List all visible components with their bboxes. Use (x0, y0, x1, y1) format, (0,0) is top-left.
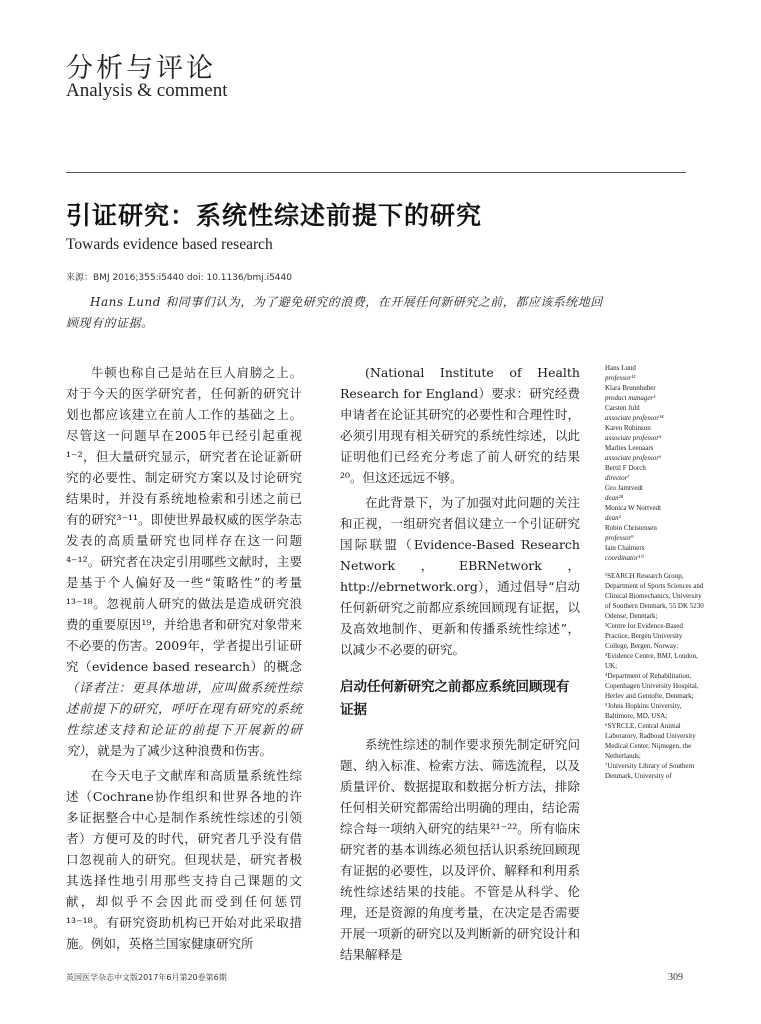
author (605, 463, 705, 483)
footer-journal: 英国医学杂志中文版2017年6月第20卷第6期 (66, 973, 227, 982)
author-name: Gro Jamtvedt (605, 484, 643, 492)
author-role: associate professor⁵ (605, 434, 662, 442)
standfirst (66, 292, 606, 334)
article-title-cn: 引证研究：系统性综述前提下的研究 (66, 201, 483, 230)
paragraph: (National Institute of Health Research for England）要求：研究经费申请者在论证其研究的必要性和合理性时，必须引用现有相关研究的系统性综述，以此证明他们已经充分考虑了前人研究的结果²⁰。但这还远远不够。 (340, 365, 580, 485)
article-title-en: Towards evidence based research (66, 236, 273, 253)
author (605, 403, 705, 423)
affiliation: ²Centre for Evidence-Based Practice, Bergen University College, Bergen, Norway; (605, 622, 683, 650)
author-name: Carsten Juhl (605, 404, 640, 412)
standfirst-text: Hans Lund 和同事们认为，为了避免研究的浪费，在开展任何新研究之前，都应该系统地回顾现有的证据。 (66, 295, 603, 330)
author-role: associate professor⁶ (605, 454, 662, 462)
affiliation: ⁷University Library of Southern Denmark, University of (605, 762, 695, 780)
author-name: Klara Brunnhuber (605, 384, 656, 392)
author (605, 423, 705, 443)
author-role: director⁷ (605, 474, 630, 482)
author-role: professor¹² (605, 374, 636, 382)
paragraph-text: 牛顿也称自己是站在巨人肩膀之上。对于今天的医学研究者，任何新的研究计划也都应该建立在前人工作的基础之上。尽管这一问题早在2005年已经引起重视¹⁻²，但大量研究显示，研究者在论证新研究的必要性、制定研究方案以及讨论研究结果时，并没有系统地检索和引述之前已有的研究³⁻¹¹。即使世界最权威的医学杂志发表的高质量研究也同样存在这一问题⁴⁻¹²。研究者在决定引用哪些文献时，主要是基于个人偏好及一些“策略性”的考量¹³⁻¹⁸。忽视前人研究的做法是造成研究浪费的重要原因¹⁹，并给患者和研究对象带来不必要的伤害。2009年，学者提出引证研究（evidence based research）的概念 (66, 365, 302, 674)
page-number: 309 (668, 972, 683, 983)
author-role: product manager³ (605, 394, 656, 402)
paragraph: 系统性综述的制作要求预先制定研究问题、纳入标准、检索方法、筛选流程，以及质量评价、数据提取和数据分析方法，排除任何相关研究都需给出明确的理由，结论需综合每一项纳入研究的结果²¹⁻²²。所有临床研究者的基本训练必须包括认识系统回顾现有证据的必要性，以及评价、解释和利用系统性综述结果的技能。不管是从科学、伦理，还是资源的角度考量，在决定是否需要开展一项新的研究以及判断新的研究设计和结果解释是 (340, 737, 580, 962)
author-name: Bertil F Dorch (605, 464, 646, 472)
author-list (605, 363, 705, 563)
author-sidebar (605, 363, 705, 781)
author-role: dean²⁸ (605, 494, 624, 502)
author-name: Iain Chalmers (605, 544, 645, 552)
paragraph: 在今天电子文献库和高质量系统性综述（Cochrane协作组织和世界各地的许多证据整合中心是制作系统性综述的引领者）方便可及的时代，研究者几乎没有借口忽视前人的研究。但现状是，研究者极其选择性地引用那些支持自己课题的文献，却似乎不会因此而受到任何惩罚¹³⁻¹⁸。有研究资助机构已开始对此采取措施。例如，英格兰国家健康研究所 (66, 768, 302, 951)
affiliation-list (605, 571, 705, 781)
affiliation: ⁵Johns Hopkins University, Baltimore, MD, USA; (605, 702, 682, 720)
affiliation: ¹SEARCH Research Group, Department of Sports Sciences and Clinical Biomechanics, University of Southern Denmark, 55 DK 5230 Odense, Denmark; (605, 572, 704, 620)
body-column-2 (340, 362, 580, 969)
author-role: coordinator¹⁰ (605, 554, 644, 562)
author-role: associate professor¹⁴ (605, 414, 664, 422)
subheading: 启动任何新研究之前都应系统回顾现有证据 (340, 679, 570, 718)
author (605, 483, 705, 503)
affiliation: ³Evidence Centre, BMJ, London, UK; (605, 652, 698, 670)
author-role: dean² (605, 514, 621, 522)
author (605, 523, 705, 543)
paragraph: 在此背景下，为了加强对此问题的关注和正视，一组研究者倡议建立一个引证研究国际联盟（Evidence-Based Research Network，EBRNetwork，http://ebrnetwork.org），通过倡导“启动任何新研究之前都应系统回顾现有证据，以及高效地制作、更新和传播系统性综述”，以减少不必要的研究。 (340, 495, 580, 657)
body-column-1 (66, 362, 302, 958)
paragraph (66, 362, 302, 761)
author (605, 503, 705, 523)
translator-note: （译者注：更具体地讲，应叫做系统性综述前提下的研究，呼吁在现有研究的系统性综述支持和论证的前提下开展新的研究） (66, 680, 302, 758)
author-name: Monica W Nortvedt (605, 504, 662, 512)
author-name: Hans Lund (605, 364, 636, 372)
section-title-cn: 分析与评论 (66, 53, 216, 84)
article-source: 来源：BMJ 2016;355:i5440 doi: 10.1136/bmj.i5440 (66, 273, 292, 283)
affiliation: ⁴Department of Rehabilitation, Copenhagen University Hospital, Herlev and Gentofte, Denmark; (605, 672, 699, 700)
author (605, 383, 705, 403)
section-title-en: Analysis & comment (66, 80, 228, 101)
author (605, 443, 705, 463)
author-name: Robin Christensen (605, 524, 657, 532)
author-name: Karen Robinson (605, 424, 651, 432)
affiliation: ⁶SYRCLE, Central Animal Laboratory, Radboud University Medical Center, Nijmegen, the Netherlands; (605, 722, 696, 760)
paragraph-text: ，就是为了减少这种浪费和伤害。 (84, 743, 273, 758)
author (605, 543, 705, 563)
header-rule (66, 172, 686, 173)
author-role: professor⁹ (605, 534, 634, 542)
author-name: Marlies Leenaars (605, 444, 654, 452)
author (605, 363, 705, 383)
